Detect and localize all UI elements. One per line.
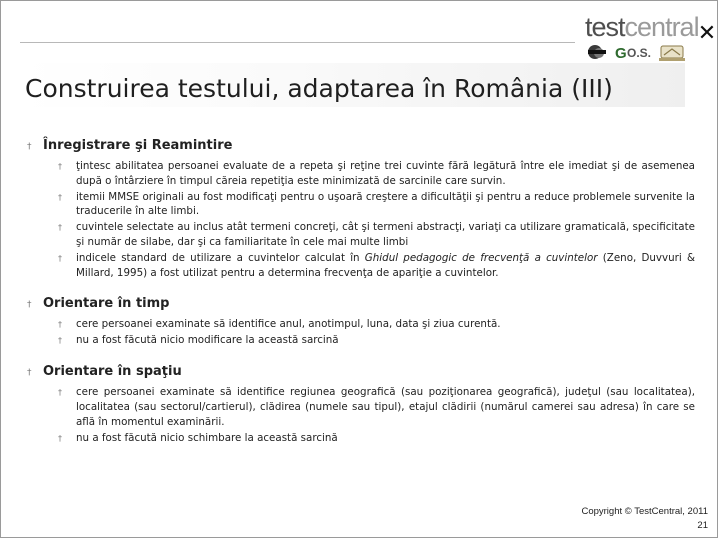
bullet-text: nu a fost făcută nicio modificare la această sarcină <box>76 334 339 347</box>
testcentral-logo <box>585 12 699 42</box>
svg-text:G: G <box>615 45 627 62</box>
section-title: Orientare în timp <box>43 296 170 312</box>
logo-text-test: test <box>585 12 625 42</box>
sub-bullet-item <box>58 385 695 429</box>
book-title: Ghidul pedagogic de frecvenţă a cuvintelor <box>364 251 598 264</box>
section-header <box>27 362 695 382</box>
sub-bullet-item <box>58 159 695 189</box>
sub-bullet-list <box>27 317 695 348</box>
sub-bullet-item <box>58 220 695 250</box>
sub-bullet-item <box>58 333 695 348</box>
slide-title: Construirea testului, adaptarea în România (III) <box>25 74 613 103</box>
bullet-icon: † <box>27 368 32 379</box>
sub-bullet-icon: † <box>58 388 62 398</box>
partner-logos-graphic <box>585 42 691 64</box>
partner-logos <box>585 42 691 64</box>
section-inregistrare <box>27 136 695 280</box>
bullet-text: cere persoanei examinate să identifice regiunea geografică (sau poziţionarea geografică), judeţul (sau localitatea), localitatea (sau sectorul/cartierul), clădirea (numele sau tipul), etajul clădirii (numărul camerei sau adresa) în care se află în momentul examinării. <box>76 386 695 428</box>
bullet-text: ţintesc abilitatea persoanei evaluate de a repeta şi reţine trei cuvinte fără legătură între ele imediat şi de asemenea după o întârziere în timpul căreia repetiţia este minimizată de sarcinile care survin. <box>76 160 695 187</box>
bullet-icon: † <box>27 300 32 311</box>
sub-bullet-list <box>27 385 695 445</box>
sub-bullet-icon: † <box>58 162 62 171</box>
section-orientare-timp <box>27 294 695 348</box>
logo-text-central: central <box>624 12 699 42</box>
section-header <box>27 136 695 156</box>
copyright-text: Copyright © TestCentral, 2011 <box>581 506 708 517</box>
sub-bullet-item <box>58 431 695 446</box>
slide-footer <box>508 505 708 533</box>
section-title: Orientare în spaţiu <box>43 364 182 380</box>
bullet-icon: † <box>27 142 32 152</box>
section-title: Înregistrare şi Reamintire <box>43 138 233 153</box>
bd-badge-logo <box>588 45 606 59</box>
sub-bullet-icon: † <box>58 223 62 233</box>
slide-body <box>27 136 695 447</box>
sub-bullet-item <box>58 317 695 332</box>
sub-bullet-item <box>58 251 695 281</box>
sub-bullet-list <box>27 159 695 280</box>
bullet-text: indicele standard de utilizare a cuvintelor calculat în Ghidul pedagogic de frecvenţă a cuvintelor (Zeno, Duvvuri & Millard, 1995) a fost utilizat pentru a determina frecvenţa de apariţie a cuvintelor. <box>76 251 695 279</box>
sub-bullet-icon: † <box>58 336 62 346</box>
section-header <box>27 294 695 314</box>
sub-bullet-icon: † <box>58 433 62 443</box>
sub-bullet-icon: † <box>58 192 62 202</box>
sub-bullet-icon: † <box>58 253 62 263</box>
bullet-text: cere persoanei examinate să identifice anul, anotimpul, luna, data şi ziua curentă. <box>76 318 501 331</box>
bullet-text: itemii MMSE originali au fost modificaţi pentru o uşoară creştere a dificultăţii şi pentru a reduce problemele survenite la traducerile în alte limbi. <box>76 190 695 218</box>
section-orientare-spatiu <box>27 362 695 445</box>
school-emblem-logo <box>659 46 685 61</box>
bullet-text: nu a fost făcută nicio schimbare la această sarcină <box>76 431 338 444</box>
gos-logo <box>615 45 651 62</box>
close-icon[interactable]: ✕ <box>697 20 717 45</box>
bullet-text: cuvintele selectate au inclus atât termeni concreţi, cât şi termeni abstracţi, variaţi ca utilizare gramaticală, specificitate şi număr de silabe, dar şi ca familiaritate în cele mai multe limbi <box>76 221 695 248</box>
sub-bullet-icon: † <box>58 320 62 330</box>
page-number: 21 <box>697 520 708 531</box>
sub-bullet-item <box>58 190 695 220</box>
svg-text:O.S.: O.S. <box>627 46 652 60</box>
header-divider <box>20 42 575 43</box>
